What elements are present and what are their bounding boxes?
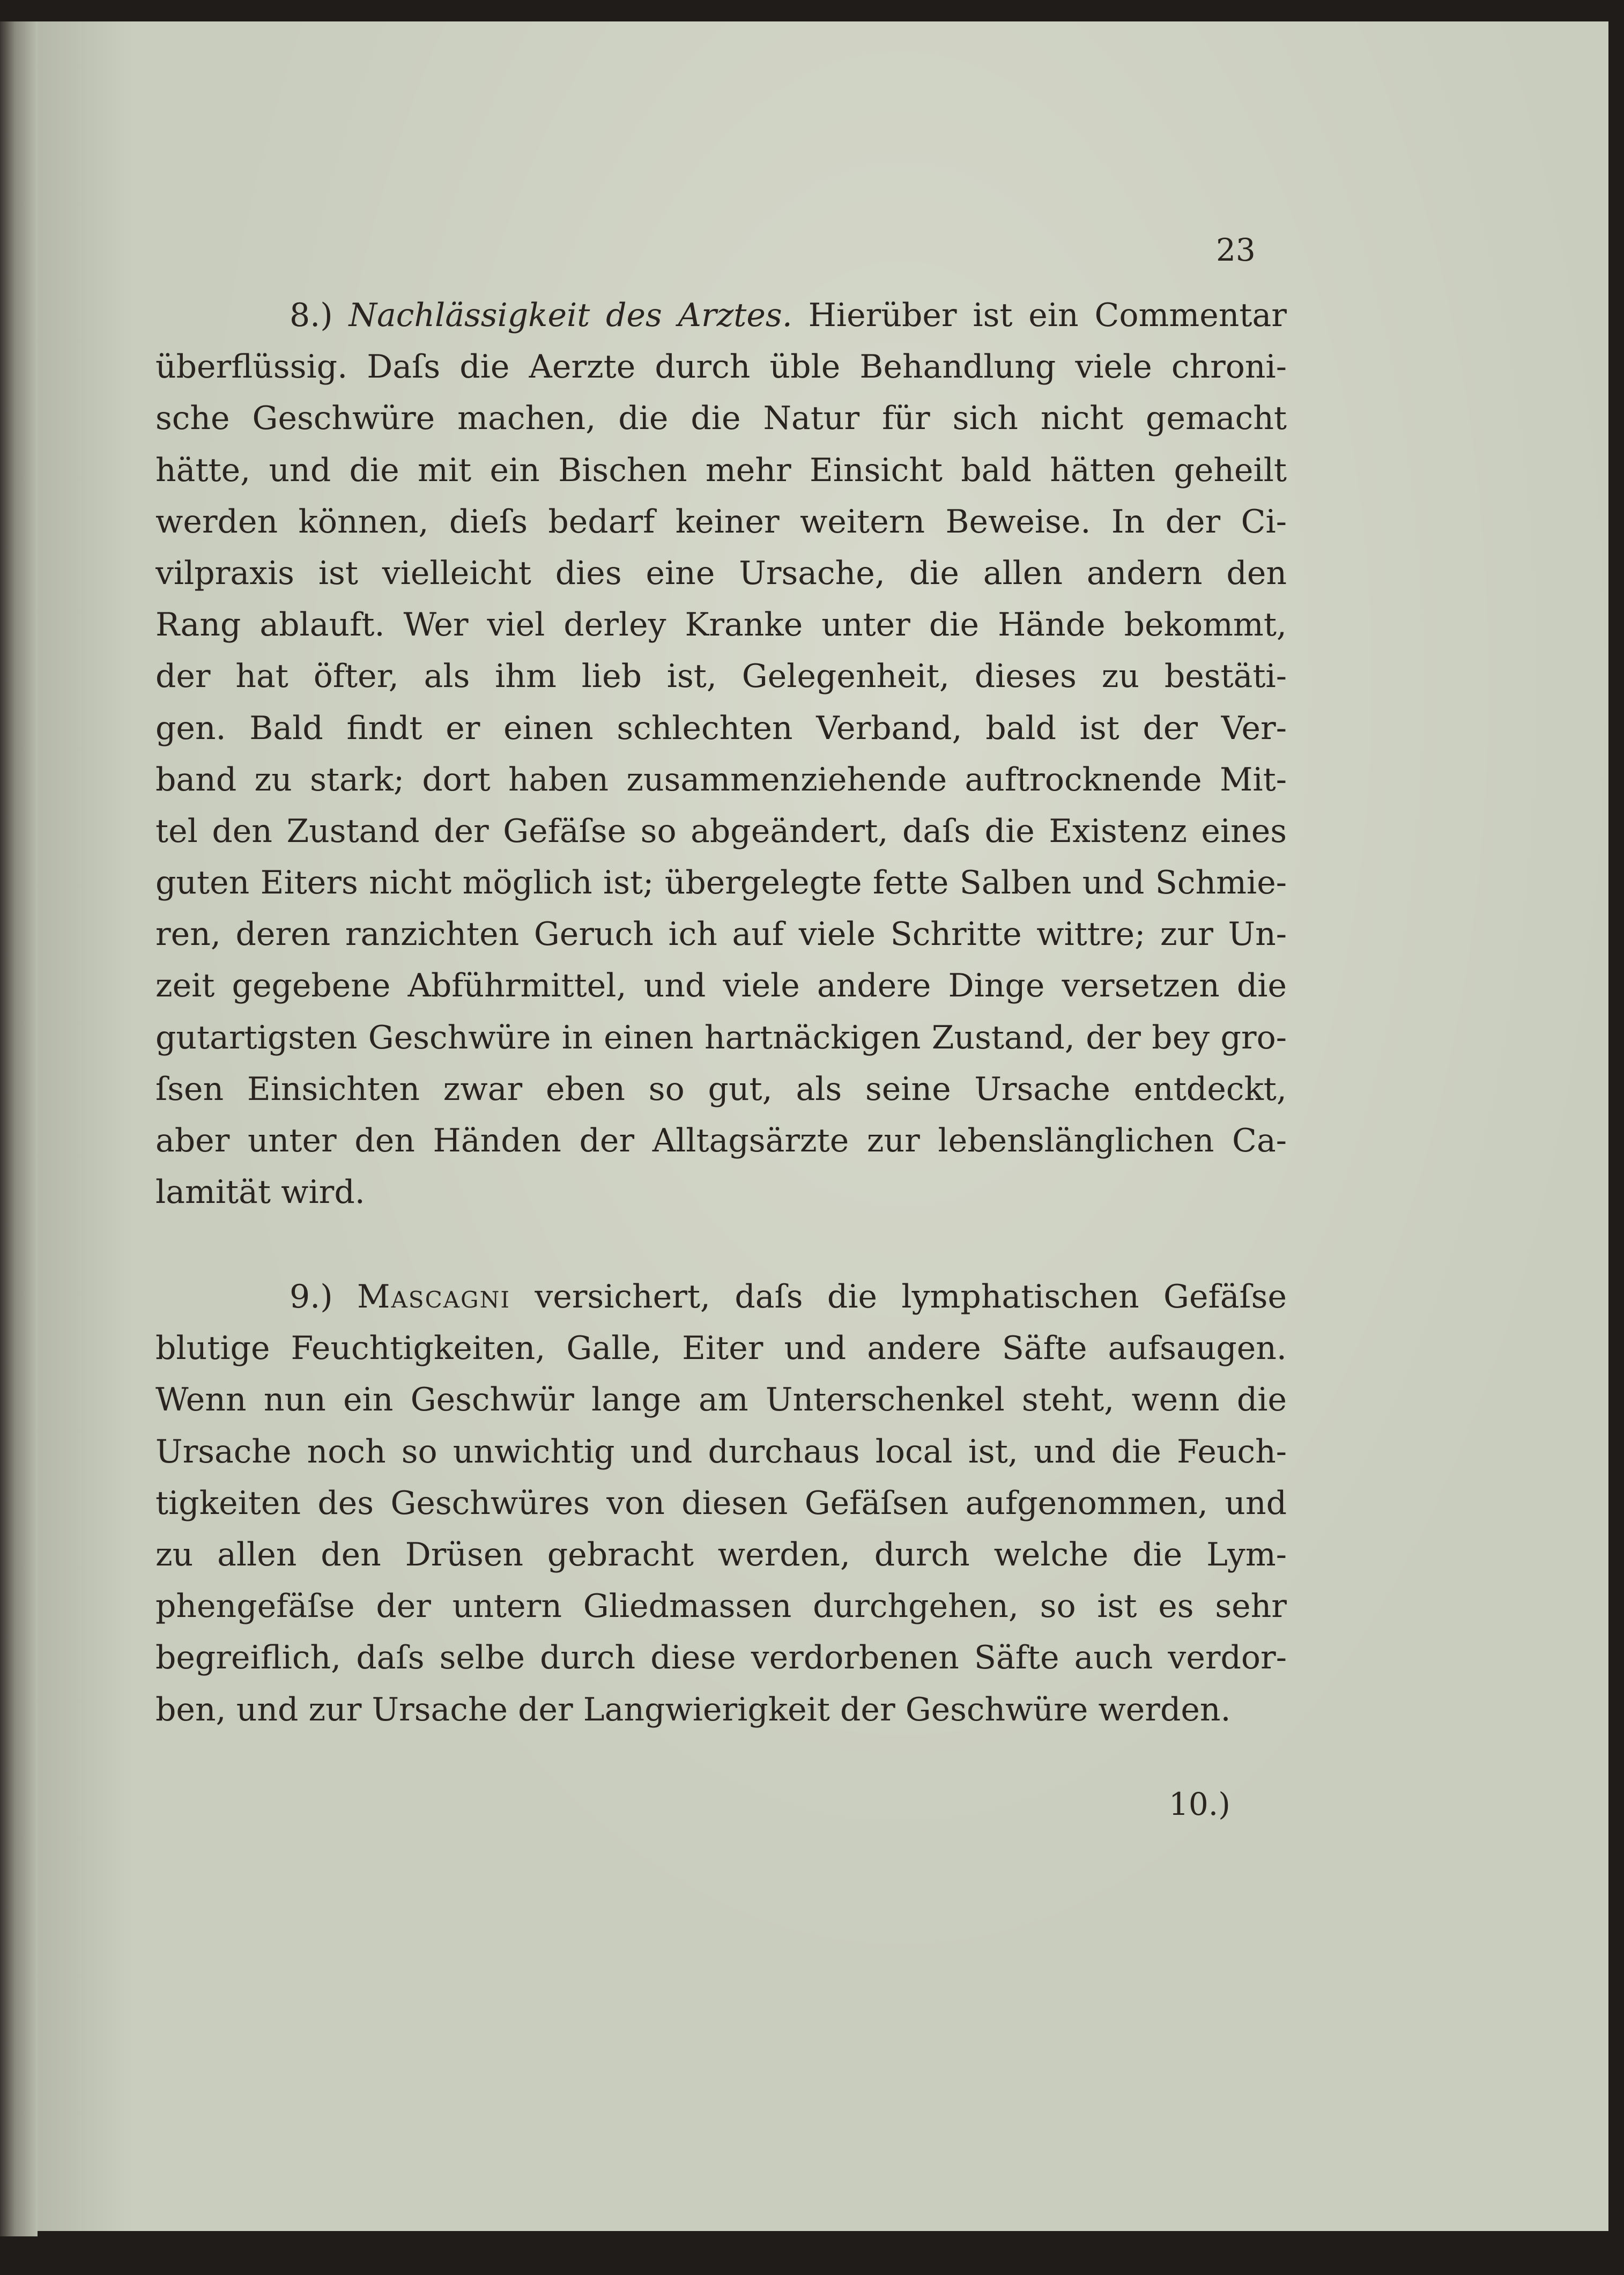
section-9-number: 9.) — [290, 1278, 333, 1316]
catchword: 10.) — [1169, 1786, 1230, 1822]
text-line: Hierüber ist ein Commentar — [808, 297, 1287, 334]
text-line: guten Eiters nicht möglich ist; übergelegte fette Salben und Schmie- — [155, 864, 1287, 902]
section-9-first-line — [155, 1271, 1287, 1323]
text-line: tigkeiten des Geschwüres von diesen Gefäſsen aufgenommen, und — [155, 1484, 1287, 1522]
section-9-author: Mascagni — [357, 1278, 510, 1316]
text-line: gutartigsten Geschwüre in einen hartnäckigen Zustand, der bey gro- — [155, 1018, 1287, 1057]
section-8-number: 8.) — [290, 297, 333, 334]
text-line: überflüssig. Daſs die Aerzte durch üble Behandlung viele chroni- — [155, 348, 1287, 386]
text-line: Wenn nun ein Geschwür lange am Unterschenkel steht, wenn die — [155, 1381, 1287, 1419]
text-line: zu allen den Drüsen gebracht werden, durch welche die Lym- — [155, 1535, 1287, 1574]
text-line: aber unter den Händen der Alltagsärzte zur lebenslänglichen Ca- — [155, 1122, 1287, 1159]
text-line: lamität wird. — [155, 1173, 365, 1212]
text-line: Rang ablauft. Wer viel derley Kranke unter die Hände bekommt, — [155, 606, 1287, 644]
text-line: ſsen Einsichten zwar eben so gut, als seine Ursache entdeckt, — [155, 1070, 1287, 1108]
text-line: der hat öfter, als ihm lieb ist, Gelegenheit, dieses zu bestäti- — [155, 658, 1287, 696]
section-9-paragraph — [155, 1271, 1287, 1735]
text-line: vilpraxis ist vielleicht dies eine Ursache, die allen andern den — [155, 554, 1287, 592]
text-line: hätte, und die mit ein Bischen mehr Einsicht bald hätten geheilt — [155, 451, 1287, 489]
section-8-first-line — [155, 290, 1287, 341]
text-line: band zu stark; dort haben zusammenziehende auftrocknende Mit- — [155, 760, 1287, 799]
text-line: Ursache noch so unwichtig und durchaus local ist, und die Feuch- — [155, 1432, 1287, 1471]
text-line: zeit gegebene Abführmittel, und viele andere Dinge versetzen die — [155, 967, 1287, 1005]
section-8-heading: Nachlässigkeit des Arztes. — [348, 297, 792, 334]
text-line: ren, deren ranzichten Geruch ich auf viele Schritte wittre; zur Un- — [155, 915, 1287, 954]
text-line: sche Geschwüre machen, die die Natur für sich nicht gemacht — [155, 400, 1287, 438]
text-line: blutige Feuchtigkeiten, Galle, Eiter und andere Säfte aufsaugen. — [155, 1329, 1287, 1368]
book-spine-edge — [0, 21, 38, 2236]
section-8-paragraph — [155, 290, 1287, 1218]
text-line: ben, und zur Ursache der Langwierigkeit der Geschwüre werden. — [155, 1690, 1231, 1729]
text-line: gen. Bald findt er einen schlechten Verband, bald ist der Ver- — [155, 709, 1287, 747]
text-line: phengefäſse der untern Gliedmassen durchgehen, so ist es sehr — [155, 1587, 1287, 1626]
text-line: werden können, dieſs bedarf keiner weitern Beweise. In der Ci- — [155, 503, 1287, 541]
text-line: versichert, daſs die lymphatischen Gefäſse — [535, 1278, 1287, 1316]
text-line: begreiflich, daſs selbe durch diese verdorbenen Säfte auch verdor- — [155, 1639, 1287, 1677]
page-number: 23 — [1216, 232, 1256, 268]
text-line: tel den Zustand der Gefäſse so abgeändert, daſs die Existenz eines — [155, 812, 1287, 850]
